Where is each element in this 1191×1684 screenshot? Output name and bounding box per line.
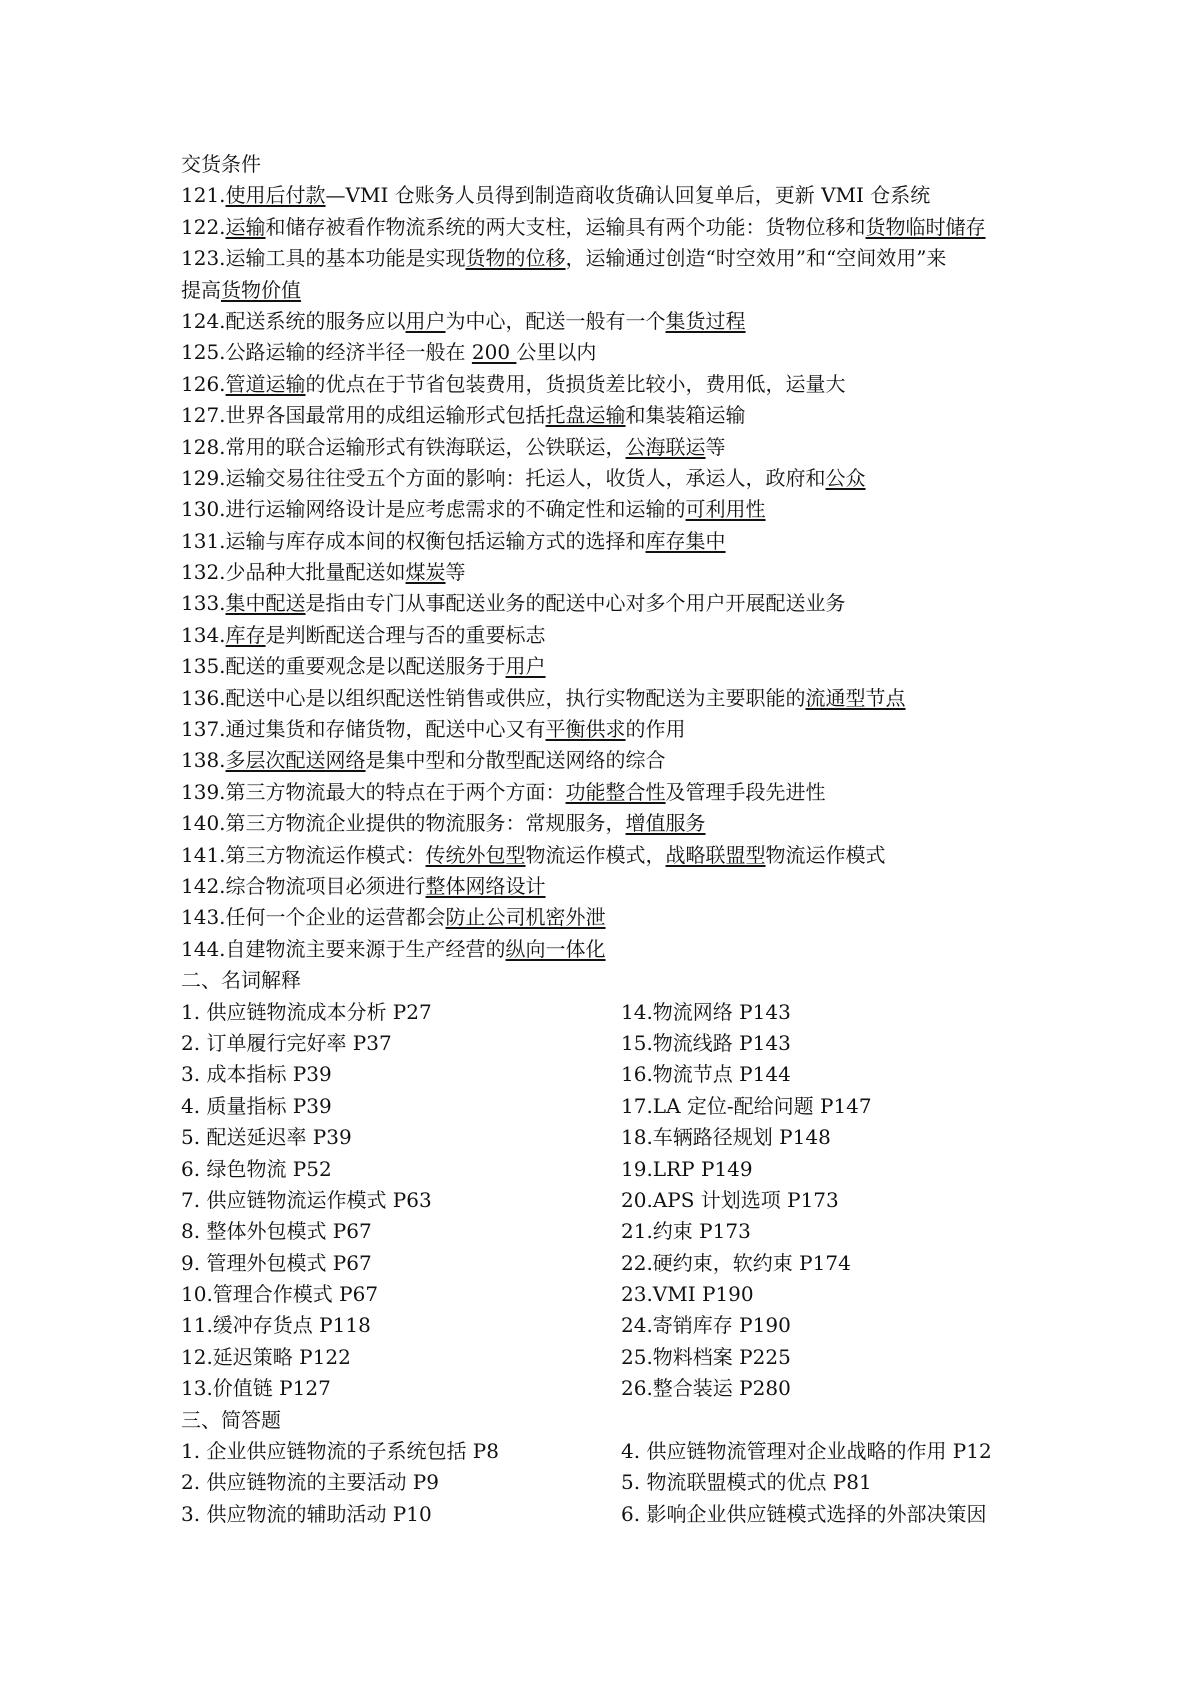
term-item: 8. 整体外包模式 P67 (181, 1219, 372, 1244)
answer-text: 纵向一体化 (505, 936, 606, 961)
document-content (181, 149, 1061, 1530)
answer-text: 200 (471, 340, 517, 365)
question-text: 物流运作模式， (525, 842, 666, 867)
question-text: 133. (181, 591, 226, 616)
question-text: 131.运输与库存成本间的权衡包括运输方式的选择和 (181, 528, 646, 553)
term-item: 10.管理合作模式 P67 (181, 1282, 379, 1307)
term-item: 20.APS 计划选项 P173 (621, 1187, 839, 1212)
fill-item (181, 180, 1061, 211)
fill-item (181, 306, 1061, 337)
question-text: 和储存被看作物流系统的两大支柱，运输具有两个功能：货物位移和 (265, 214, 866, 239)
answer-text: 用户 (505, 654, 546, 679)
fill-item (181, 902, 1061, 933)
term-item: 2. 订单履行完好率 P37 (181, 1030, 392, 1055)
question-text: 的作用 (625, 717, 686, 742)
fill-item (181, 808, 1061, 839)
fill-in-blank-list (181, 180, 1061, 965)
question-item: 4. 供应链物流管理对企业战略的作用 P12 (621, 1439, 992, 1464)
answer-text: 传统外包型 (425, 842, 526, 867)
fill-item (181, 243, 1061, 274)
answer-text: 货物临时储存 (865, 214, 986, 239)
answer-text: 托盘运输 (545, 403, 626, 428)
term-item: 5. 配送延迟率 P39 (181, 1125, 352, 1150)
question-text: 等 (705, 434, 726, 459)
section-title-terms: 二、名词解释 (181, 968, 301, 993)
fill-item (181, 432, 1061, 463)
fill-item (181, 777, 1061, 808)
question-text: 提高 (181, 277, 221, 302)
term-item: 3. 成本指标 P39 (181, 1062, 332, 1087)
question-text: 124.配送系统的服务应以 (181, 308, 406, 333)
section-title-short-answer: 三、简答题 (181, 1407, 281, 1432)
term-item: 22.硬约束，软约束 P174 (621, 1250, 851, 1275)
question-item: 2. 供应链物流的主要活动 P9 (181, 1470, 439, 1495)
answer-text: 增值服务 (625, 811, 706, 836)
term-item: 6. 绿色物流 P52 (181, 1156, 332, 1181)
term-item: 1. 供应链物流成本分析 P27 (181, 999, 432, 1024)
answer-text: 集中配送 (225, 591, 306, 616)
answer-text: 管道运输 (225, 371, 306, 396)
answer-text: 集货过程 (665, 308, 746, 333)
question-text: 135.配送的重要观念是以配送服务于 (181, 654, 506, 679)
question-text: 等 (445, 560, 466, 585)
short-answer-right-column (621, 1436, 1061, 1530)
answer-text: 功能整合性 (565, 779, 666, 804)
question-item: 5. 物流联盟模式的优点 P81 (621, 1470, 872, 1495)
answer-text: 可利用性 (685, 497, 766, 522)
term-item: 11.缓冲存货点 P118 (181, 1313, 371, 1338)
fill-item (181, 651, 1061, 682)
answer-text: 公众 (825, 465, 866, 490)
fill-item (181, 683, 1061, 714)
short-answer-left-column (181, 1436, 621, 1530)
answer-text: 使用后付款 (225, 183, 326, 208)
question-text: 126. (181, 371, 226, 396)
question-text: 是指由专门从事配送业务的配送中心对多个用户开展配送业务 (305, 591, 846, 616)
intro-line: 交货条件 (181, 152, 261, 176)
question-text: 138. (181, 748, 226, 773)
term-item: 26.整合装运 P280 (621, 1376, 791, 1401)
fill-item (181, 337, 1061, 368)
fill-item (181, 871, 1061, 902)
fill-item (181, 714, 1061, 745)
question-text: —VMI 仓账务人员得到制造商收货确认回复单后，更新 VMI 仓系统 (325, 183, 931, 208)
question-text: 132.少品种大批量配送如 (181, 560, 406, 585)
term-item: 24.寄销库存 P190 (621, 1313, 791, 1338)
answer-text: 运输 (225, 214, 266, 239)
question-text: 物流运作模式 (765, 842, 886, 867)
fill-item (181, 494, 1061, 525)
answer-text: 多层次配送网络 (225, 748, 366, 773)
question-text: 123.运输工具的基本功能是实现 (181, 246, 466, 271)
answer-text: 库存集中 (645, 528, 726, 553)
answer-text: 货物的位移 (465, 246, 566, 271)
term-item: 16.物流节点 P144 (621, 1062, 791, 1087)
question-text: 144.自建物流主要来源于生产经营的 (181, 936, 506, 961)
fill-item (181, 745, 1061, 776)
question-text: 143.任何一个企业的运营都会 (181, 905, 446, 930)
question-text: 137.通过集货和存储货物，配送中心又有 (181, 717, 546, 742)
answer-text: 战略联盟型 (665, 842, 766, 867)
question-text: 125.公路运输的经济半径一般在 (181, 340, 472, 365)
question-text: ，运输通过创造“时空效用”和“空间效用”来 (565, 246, 947, 271)
question-item: 6. 影响企业供应链模式选择的外部决策因 (621, 1501, 987, 1526)
answer-text: 货物价值 (221, 277, 301, 302)
fill-item (181, 212, 1061, 243)
question-text: 122. (181, 214, 226, 239)
question-text: 127.世界各国最常用的成组运输形式包括 (181, 403, 546, 428)
term-item: 17.LA 定位-配给问题 P147 (621, 1093, 872, 1118)
fill-item (181, 463, 1061, 494)
answer-text: 流通型节点 (805, 685, 906, 710)
question-text: 是集中型和分散型配送网络的综合 (365, 748, 666, 773)
question-text: 130.进行运输网络设计是应考虑需求的不确定性和运输的 (181, 497, 686, 522)
fill-item (181, 526, 1061, 557)
term-item: 18.车辆路径规划 P148 (621, 1125, 831, 1150)
terms-right-column (621, 997, 1061, 1405)
term-item: 14.物流网络 P143 (621, 999, 791, 1024)
question-text: 134. (181, 622, 226, 647)
term-item: 7. 供应链物流运作模式 P63 (181, 1187, 432, 1212)
answer-text: 平衡供求 (545, 717, 626, 742)
term-item: 9. 管理外包模式 P67 (181, 1250, 372, 1275)
term-item: 25.物料档案 P225 (621, 1344, 791, 1369)
term-item: 21.约束 P173 (621, 1219, 751, 1244)
fill-item (181, 400, 1061, 431)
question-text: 139.第三方物流最大的特点在于两个方面： (181, 779, 566, 804)
term-item: 19.LRP P149 (621, 1156, 753, 1181)
question-text: 是判断配送合理与否的重要标志 (265, 622, 546, 647)
answer-text: 防止公司机密外泄 (445, 905, 606, 930)
question-text: 公里以内 (516, 340, 597, 365)
question-text: 及管理手段先进性 (665, 779, 826, 804)
question-text: 为中心，配送一般有一个 (445, 308, 666, 333)
term-item: 4. 质量指标 P39 (181, 1093, 332, 1118)
question-text: 和集装箱运输 (625, 403, 746, 428)
question-text: 121. (181, 183, 226, 208)
terms-left-column (181, 997, 621, 1405)
question-text: 142.综合物流项目必须进行 (181, 873, 426, 898)
question-text: 136.配送中心是以组织配送性销售或供应，执行实物配送为主要职能的 (181, 685, 806, 710)
fill-item (181, 934, 1061, 965)
question-item: 3. 供应物流的辅助活动 P10 (181, 1501, 432, 1526)
fill-item (181, 588, 1061, 619)
term-item: 12.延迟策略 P122 (181, 1344, 351, 1369)
terms-columns (181, 997, 1061, 1405)
term-item: 15.物流线路 P143 (621, 1030, 791, 1055)
fill-item (181, 840, 1061, 871)
answer-text: 煤炭 (405, 560, 446, 585)
term-item: 23.VMI P190 (621, 1282, 754, 1307)
question-text: 140.第三方物流企业提供的物流服务：常规服务， (181, 811, 626, 836)
answer-text: 库存 (225, 622, 266, 647)
question-text: 的优点在于节省包装费用，货损货差比较小，费用低，运量大 (305, 371, 846, 396)
answer-text: 用户 (405, 308, 446, 333)
fill-item (181, 275, 1061, 306)
question-text: 129.运输交易往往受五个方面的影响：托运人，收货人，承运人，政府和 (181, 465, 826, 490)
question-text: 141.第三方物流运作模式： (181, 842, 426, 867)
answer-text: 整体网络设计 (425, 873, 546, 898)
question-text: 128.常用的联合运输形式有铁海联运，公铁联运， (181, 434, 626, 459)
short-answer-columns (181, 1436, 1061, 1530)
fill-item (181, 369, 1061, 400)
answer-text: 公海联运 (625, 434, 706, 459)
question-item: 1. 企业供应链物流的子系统包括 P8 (181, 1439, 499, 1464)
fill-item (181, 557, 1061, 588)
term-item: 13.价值链 P127 (181, 1376, 331, 1401)
fill-item (181, 620, 1061, 651)
